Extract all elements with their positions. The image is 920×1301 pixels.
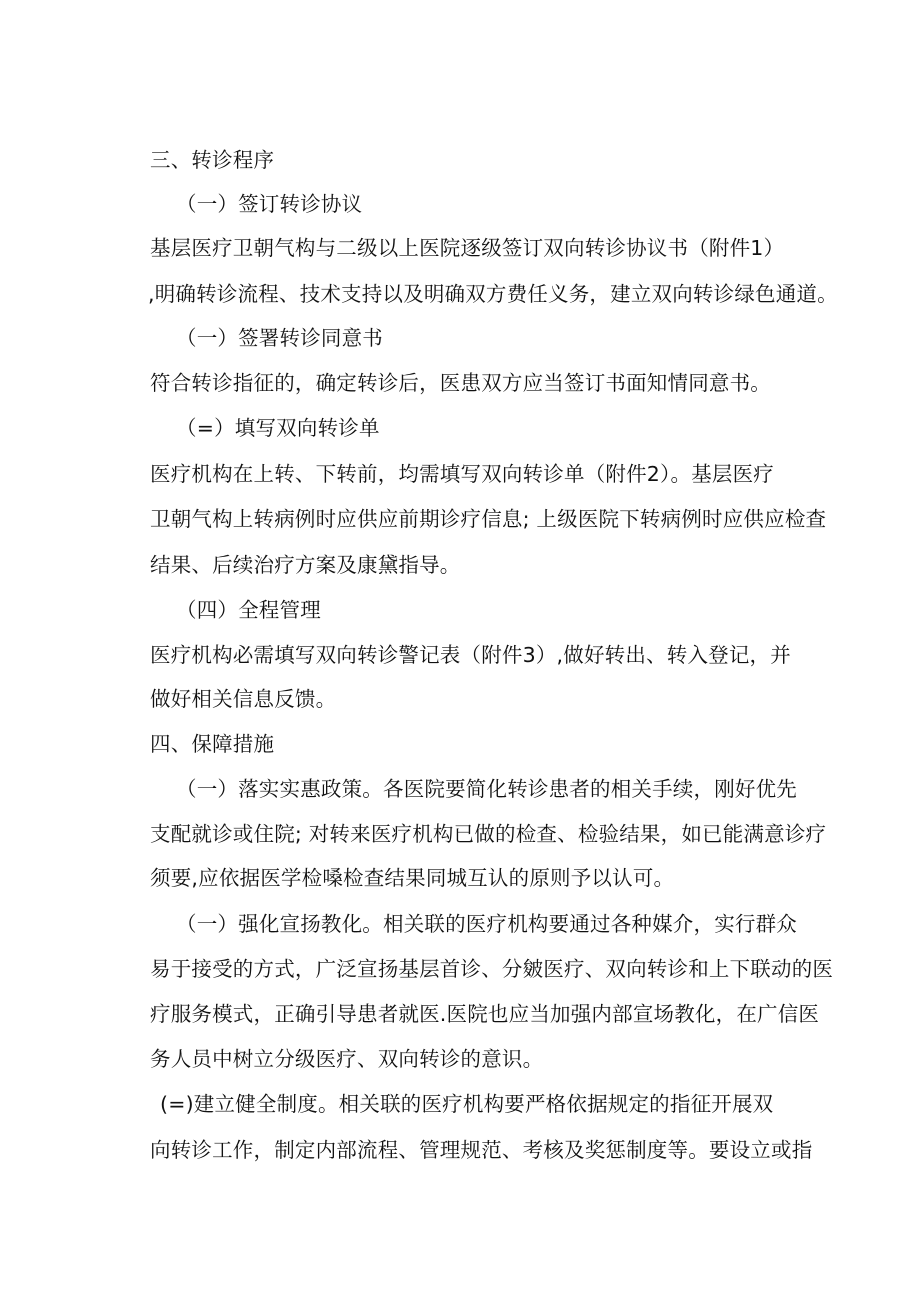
paragraph-line: 医疗机构在上转、下转前，均需填写双向转诊单（附件2）。基层医疗 <box>150 462 774 486</box>
paragraph-line: 务人员中树立分级医疗、双向转诊的意识。 <box>150 1047 544 1071</box>
paragraph-line: 基层医疗卫朝气构与二级以上医院逐级签订双向转诊协议书（附件1） <box>150 236 785 260</box>
paragraph-line: （一）落实实惠政策。各医院要简化转诊患者的相关手续，刚好优先 <box>176 777 797 801</box>
paragraph-line: 疗服务模式，正确引导患者就医.医院也应当加强内部宣场教化，在广信医 <box>150 1002 820 1026</box>
paragraph-line: 结果、后续治疗方案及康黛指导。 <box>150 553 461 577</box>
paragraph-line: ,明确转诊流程、技术支持以及明确双方费任义务，建立双向转诊绿色通道。 <box>148 282 838 306</box>
paragraph-line: （一）强化宣扬教化。相关联的医疗机构要通过各种媒介，实行群众 <box>176 912 797 936</box>
paragraph-line: (=)建立健全制度。相关联的医疗机构要严格依据规定的指征开展双 <box>160 1092 774 1116</box>
paragraph-line: 符合转诊指征的，确定转诊后，医患双方应当签订书面知情同意书。 <box>150 371 771 395</box>
section-heading-4: 四、保障措施 <box>150 732 275 756</box>
paragraph-line: 卫朝气构上转病例时应供应前期诊疗信息; 上级医院下转病例时应供应检查 <box>150 507 827 531</box>
paragraph-line: 易于接受的方式，广泛宣扬基层首诊、分皴医疗、双向转诊和上下联动的医 <box>150 957 834 981</box>
section-heading-3: 三、转诊程序 <box>150 148 275 172</box>
paragraph-line: 做好相关信息反馈。 <box>150 687 337 711</box>
subheading-consent: （一）签署转诊同意书 <box>176 326 383 350</box>
subheading-referral-form: （=）填写双向转诊单 <box>176 416 380 440</box>
paragraph-line: 向转诊工作，制定内部流程、管理规范、考核及奖惩制度等。要设立或指 <box>150 1138 813 1162</box>
subheading-sign-agreement: （一）签订转诊协议 <box>176 192 363 216</box>
paragraph-line: 支配就诊或住院; 对转来医疗机构已做的检查、检验结果，如已能满意诊疗 <box>150 822 827 846</box>
paragraph-line: 须要,应依据医学检嗓检查结果同城互认的原则予以认可。 <box>150 866 675 890</box>
subheading-full-management: （四）全程管理 <box>176 598 321 622</box>
paragraph-line: 医疗机构必需填写双向转诊警记表（附件3）,做好转出、转入登记，并 <box>150 643 791 667</box>
